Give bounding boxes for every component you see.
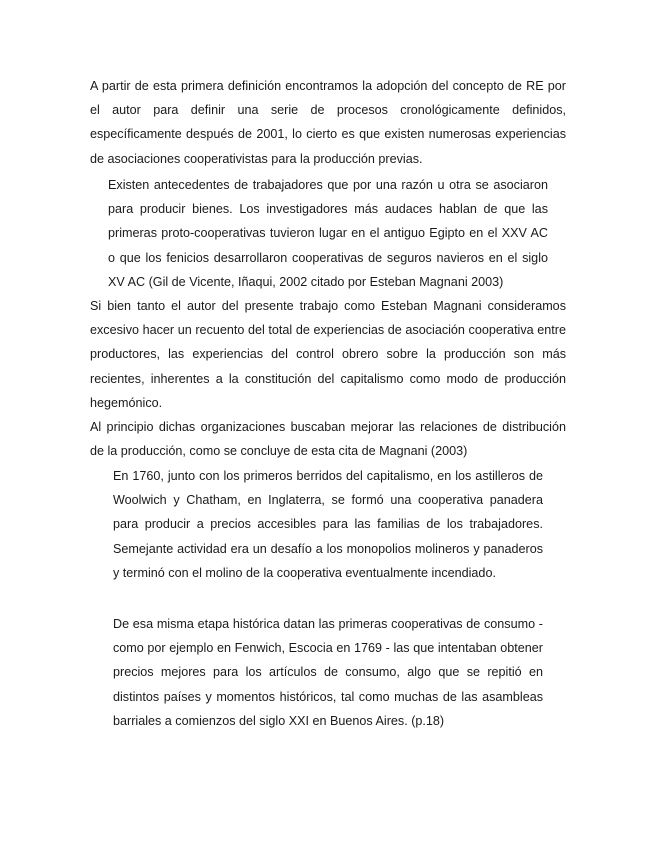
paragraph-intro: A partir de esta primera definición encontramos la adopción del concepto de RE por el autor para definir una serie de procesos cronológicamente definidos, específicamente después de 2001, lo cierto es que existen numerosas experiencias de asociaciones cooperativistas para la producción previas. bbox=[90, 79, 566, 166]
block-quote-woolwich: En 1760, junto con los primeros berridos del capitalismo, en los astilleros de Woolwich y Chatham, en Inglaterra, se formó una cooperativa panadera para producir a precios accesibles para las familias de los trabajadores. Semejante actividad era un desafío a los monopolios molineros y panaderos y terminó con el molino de la cooperativa eventualmente incendiado. bbox=[113, 469, 543, 580]
block-quote-antecedentes: Existen antecedentes de trabajadores que por una razón u otra se asociaron para producir bienes. Los investigadores más audaces hablan de que las primeras proto-cooperativas tuvieron lugar en el antiguo Egipto en el XXV AC o que los fenicios desarrollaron cooperativas de seguros navieros en el siglo XV AC (Gil de Vicente, Iñaqui, 2002 citado por Esteban Magnani 2003) bbox=[108, 178, 548, 289]
block-quote-fenwich: De esa misma etapa histórica datan las primeras cooperativas de consumo - como por ejemplo en Fenwich, Escocia en 1769 - las que intentaban obtener precios mejores para los artículos de consumo, algo que se repitió en distintos países y momentos históricos, tal como muchas de las asambleas barriales a comienzos del siglo XXI en Buenos Aires. (p.18) bbox=[113, 617, 543, 728]
paragraph-distribucion: Al principio dichas organizaciones buscaban mejorar las relaciones de distribución de la producción, como se concluye de esta cita de Magnani (2003) bbox=[90, 420, 566, 459]
paragraph-control-obrero: Si bien tanto el autor del presente trabajo como Esteban Magnani consideramos excesivo hacer un recuento del total de experiencias de asociación cooperativa entre productores, las experiencias del control obrero sobre la producción son más recientes, inherentes a la constitución del capitalismo como modo de producción hegemónico. bbox=[90, 299, 566, 410]
